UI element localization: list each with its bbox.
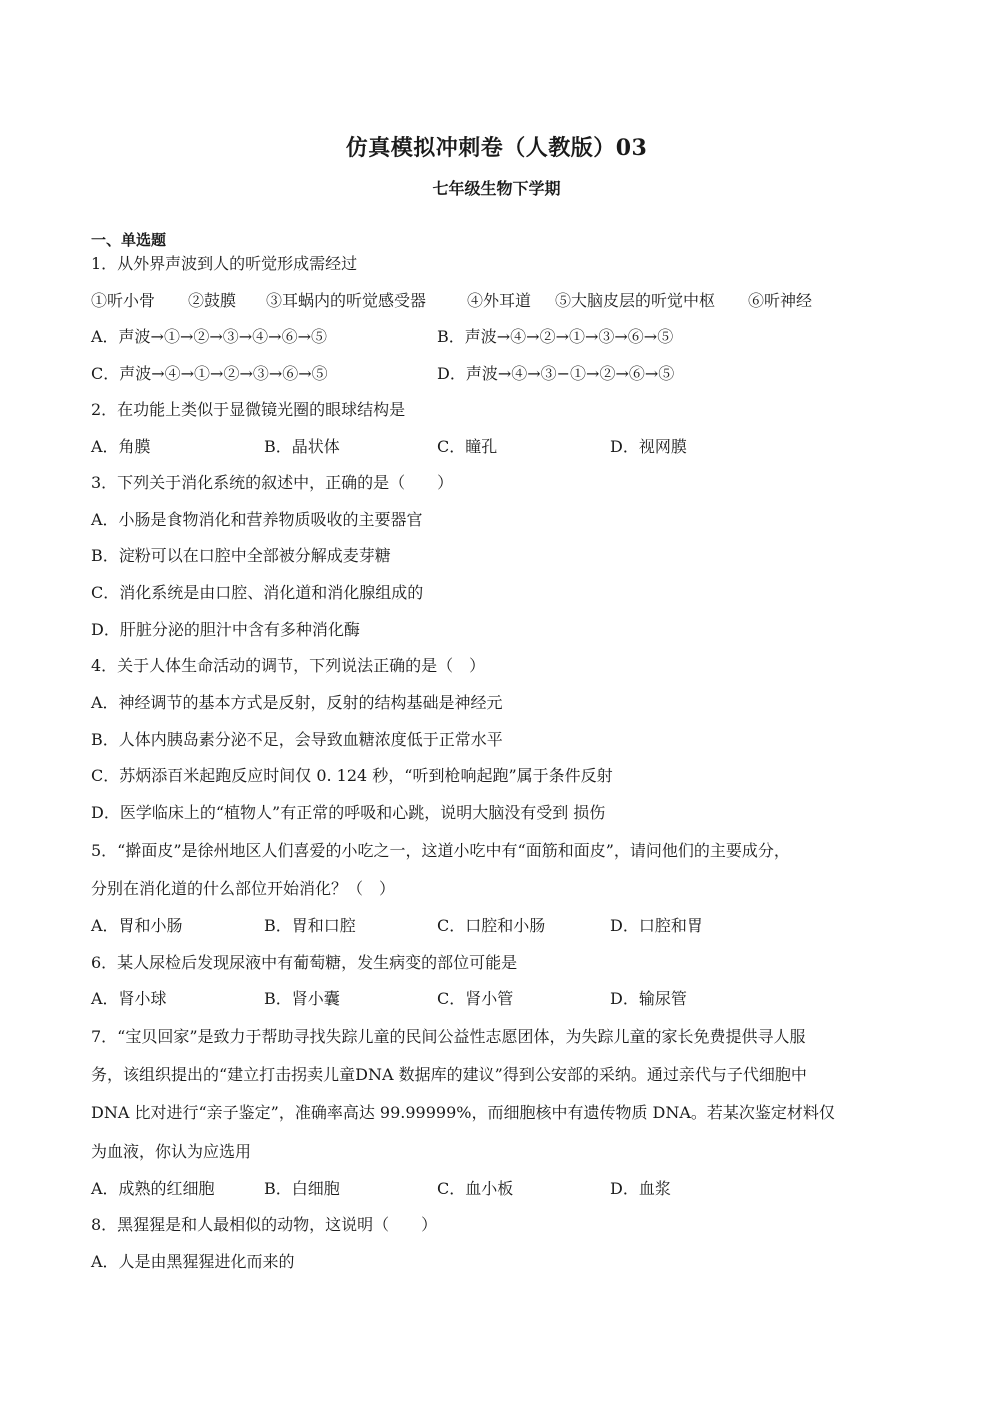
question-7-stem-cont: 务，该组织提出的“建立打击拐卖儿童DNA 数据库的建议”得到公安部的采纳。通过亲代与子代细胞中 bbox=[91, 1065, 807, 1084]
section-heading: 一、单选题 bbox=[91, 231, 167, 249]
q7-option-a: A．成熟的红细胞 bbox=[91, 1179, 215, 1198]
q4-option-b: B．人体内胰岛素分泌不足，会导致血糖浓度低于正常水平 bbox=[91, 730, 503, 749]
page-title: 仿真模拟冲刺卷（人教版）03 bbox=[345, 135, 648, 161]
question-3-stem: 3．下列关于消化系统的叙述中，正确的是（ ） bbox=[91, 473, 454, 492]
q7-option-b: B．白细胞 bbox=[264, 1179, 340, 1198]
q5-option-b: B．胃和口腔 bbox=[264, 916, 356, 935]
q6-option-a: A．肾小球 bbox=[91, 989, 167, 1008]
q4-option-c: C．苏炳添百米起跑反应时间仅 0. 124 秒，“听到枪响起跑”属于条件反射 bbox=[91, 766, 613, 785]
q1-item: ④外耳道 bbox=[467, 291, 532, 310]
q2-option-d: D．视网膜 bbox=[610, 437, 687, 456]
q4-option-d: D．医学临床上的“植物人”有正常的呼吸和心跳，说明大脑没有受到 损伤 bbox=[91, 803, 606, 822]
q8-option-a: A．人是由黑猩猩进化而来的 bbox=[91, 1252, 295, 1271]
question-4-stem: 4．关于人体生命活动的调节，下列说法正确的是（ ） bbox=[91, 656, 486, 675]
q2-option-b: B．晶状体 bbox=[264, 437, 340, 456]
question-6-stem: 6．某人尿检后发现尿液中有葡萄糖，发生病变的部位可能是 bbox=[91, 953, 518, 972]
question-7-stem-cont: 为血液，你认为应选用 bbox=[91, 1142, 252, 1161]
q6-option-d: D．输尿管 bbox=[610, 989, 687, 1008]
q2-option-c: C．瞳孔 bbox=[437, 437, 498, 456]
question-7-stem-cont: DNA 比对进行“亲子鉴定”，准确率高达 99.99999%，而细胞核中有遗传物质 DNA。若某次鉴定材料仅 bbox=[91, 1103, 835, 1122]
page-subtitle: 七年级生物下学期 bbox=[432, 179, 561, 198]
q5-option-d: D．口腔和胃 bbox=[610, 916, 703, 935]
q4-option-a: A．神经调节的基本方式是反射，反射的结构基础是神经元 bbox=[91, 693, 503, 712]
question-5-stem: 5．“擀面皮”是徐州地区人们喜爱的小吃之一，这道小吃中有“面筋和面皮”，请问他们的主要成分， bbox=[91, 841, 790, 860]
q1-option-b: B．声波→④→②→①→③→⑥→⑤ bbox=[437, 327, 674, 346]
q5-option-c: C．口腔和小肠 bbox=[437, 916, 546, 935]
q3-option-c: C．消化系统是由口腔、消化道和消化腺组成的 bbox=[91, 583, 424, 602]
q1-item: ①听小骨 bbox=[91, 291, 156, 310]
q1-option-c: C．声波→④→①→②→③→⑥→⑤ bbox=[91, 364, 328, 383]
q7-option-c: C．血小板 bbox=[437, 1179, 514, 1198]
q7-option-d: D．血浆 bbox=[610, 1179, 671, 1198]
question-2-stem: 2．在功能上类似于显微镜光圈的眼球结构是 bbox=[91, 400, 406, 419]
q3-option-d: D．肝脏分泌的胆汁中含有多种消化酶 bbox=[91, 620, 360, 639]
q1-item: ②鼓膜 bbox=[188, 291, 237, 310]
q1-option-a: A．声波→①→②→③→④→⑥→⑤ bbox=[91, 327, 327, 346]
q5-option-a: A．胃和小肠 bbox=[91, 916, 183, 935]
q3-option-a: A．小肠是食物消化和营养物质吸收的主要器官 bbox=[91, 510, 423, 529]
question-8-stem: 8．黑猩猩是和人最相似的动物，这说明（ ） bbox=[91, 1215, 438, 1234]
q1-item: ③耳蜗内的听觉感受器 bbox=[266, 291, 427, 310]
q1-option-d: D．声波→④→③−①→②→⑥→⑤ bbox=[437, 364, 675, 383]
question-1-stem: 1．从外界声波到人的听觉形成需经过 bbox=[91, 254, 358, 273]
q6-option-c: C．肾小管 bbox=[437, 989, 514, 1008]
q1-item: ⑥听神经 bbox=[748, 291, 813, 310]
q1-item: ⑤大脑皮层的听觉中枢 bbox=[555, 291, 716, 310]
q2-option-a: A．角膜 bbox=[91, 437, 151, 456]
q6-option-b: B．肾小囊 bbox=[264, 989, 340, 1008]
question-7-stem: 7．“宝贝回家”是致力于帮助寻找失踪儿童的民间公益性志愿团体，为失踪儿童的家长免费提供寻人服 bbox=[91, 1027, 806, 1046]
q3-option-b: B．淀粉可以在口腔中全部被分解成麦芽糖 bbox=[91, 546, 391, 565]
question-5-stem-cont: 分别在消化道的什么部位开始消化？（ ） bbox=[91, 879, 396, 898]
